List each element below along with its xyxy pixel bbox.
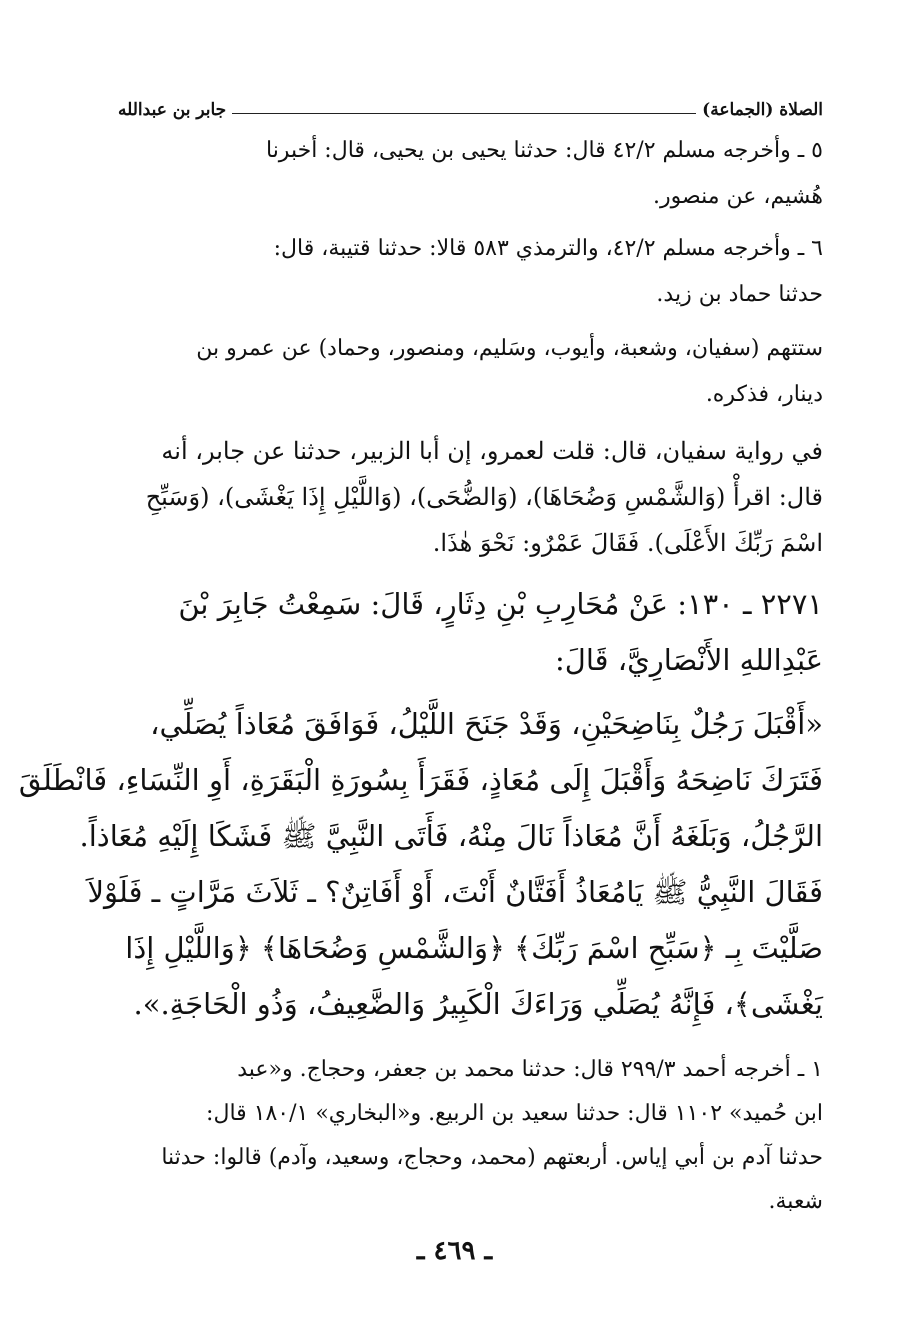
footnote-line: ابن حُميد» ١١٠٢ قال: حدثنا سعيد بن الربيع. و«البخاري» ١٨٠/١ قال: bbox=[206, 1101, 823, 1126]
note-line: حدثنا حماد بن زيد. bbox=[656, 282, 823, 307]
narrator-name: جابر بن عبدالله bbox=[118, 100, 227, 120]
source-summary bbox=[126, 326, 823, 418]
hadith-text-line: صَلَّيْتَ بِـ ﴿سَبِّحِ اسْمَ رَبِّكَ﴾ ﴿وَالشَّمْسِ وَضُحَاهَا﴾ ﴿وَاللَّيْلِ إِذَا bbox=[125, 931, 823, 965]
note-line: ستتهم (سفيان، وشعبة، وأيوب، وسَليم، ومنصور، وحماد) عن عمرو بن bbox=[196, 336, 823, 361]
section-title: الصلاة (الجماعة) bbox=[702, 100, 823, 120]
hadith-text-line: يَغْشَى﴾، فَإِنَّهُ يُصَلِّي وَرَاءَكَ الْكَبِيرُ وَالضَّعِيفُ، وَذُو الْحَاجَةِ.». bbox=[133, 987, 823, 1021]
note-line: هُشيم، عن منصور. bbox=[653, 184, 823, 209]
page-number: ـ ٤٦٩ ـ bbox=[416, 1236, 493, 1266]
note-line: ٦ ـ وأخرجه مسلم ٤٢/٢، والترمذي ٥٨٣ قالا: حدثنا قتيبة، قال: bbox=[273, 236, 823, 261]
running-header bbox=[118, 96, 823, 120]
footnote-line: حدثنا آدم بن أبي إياس. أربعتهم (محمد، وحجاج، وسعيد، وآدم) قالوا: حدثنا bbox=[161, 1145, 823, 1170]
source-note-5 bbox=[126, 128, 823, 220]
footnote-line: شعبة. bbox=[768, 1189, 823, 1214]
hadith-text-line: الرَّجُلُ، وَبَلَغَهُ أَنَّ مُعَاذاً نَالَ مِنْهُ، فَأَتَى النَّبِيَّ ﷺ فَشَكَا إِلَيْهِ مُعَاذاً. bbox=[79, 819, 823, 853]
footnote-line: ١ ـ أخرجه أحمد ٢٩٩/٣ قال: حدثنا محمد بن جعفر، وحجاج. و«عبد bbox=[237, 1057, 823, 1082]
note-line: قال: اقرأْ (وَالشَّمْسِ وَضُحَاهَا)، (وَالضُّحَى)، (وَاللَّيْلِ إِذَا يَغْشَى)، (وَسَبِّحِ bbox=[145, 483, 823, 511]
header-rule bbox=[232, 113, 696, 114]
hadith-text-line: فَتَرَكَ نَاضِحَهُ وَأَقْبَلَ إِلَى مُعَاذٍ، فَقَرَأَ بِسُورَةِ الْبَقَرَةِ، أَوِ النِّسَاءِ، فَانْطَلَقَ bbox=[18, 763, 823, 797]
note-line: ٥ ـ وأخرجه مسلم ٤٢/٢ قال: حدثنا يحيى بن يحيى، قال: أخبرنا bbox=[265, 138, 823, 163]
hadith-text bbox=[18, 696, 823, 1032]
hadith-line: ٢٢٧١ ـ ١٣٠: عَنْ مُحَارِبِ بْنِ دِثَارٍ، قَالَ: سَمِعْتُ جَابِرَ بْنَ bbox=[178, 587, 823, 621]
source-note-6 bbox=[126, 226, 823, 318]
sufyan-narration bbox=[126, 428, 823, 566]
note-line: دينار، فذكره. bbox=[705, 382, 823, 407]
hadith-text-line: «أَقْبَلَ رَجُلٌ بِنَاضِحَيْنِ، وَقَدْ جَنَحَ اللَّيْلُ، فَوَافَقَ مُعَاذاً يُصَلِّي، bbox=[150, 707, 823, 741]
note-line: اسْمَ رَبِّكَ الأَعْلَى). فَقَالَ عَمْرٌو: نَحْوَ هٰذَا. bbox=[432, 529, 823, 557]
footnote bbox=[126, 1048, 823, 1224]
hadith-heading bbox=[126, 576, 823, 688]
note-line: في رواية سفيان، قال: قلت لعمرو، إن أبا الزبير، حدثنا عن جابر، أنه bbox=[161, 437, 823, 465]
hadith-line: عَبْدِاللهِ الأَنْصَارِيَّ، قَالَ: bbox=[554, 643, 823, 677]
hadith-text-line: فَقَالَ النَّبِيُّ ﷺ يَامُعَاذُ أَفَتَّانٌ أَنْتَ، أَوْ أَفَاتِنٌ؟ ـ ثَلاَثَ مَرَّاتٍ ـ فَلَوْلاَ bbox=[87, 875, 823, 909]
